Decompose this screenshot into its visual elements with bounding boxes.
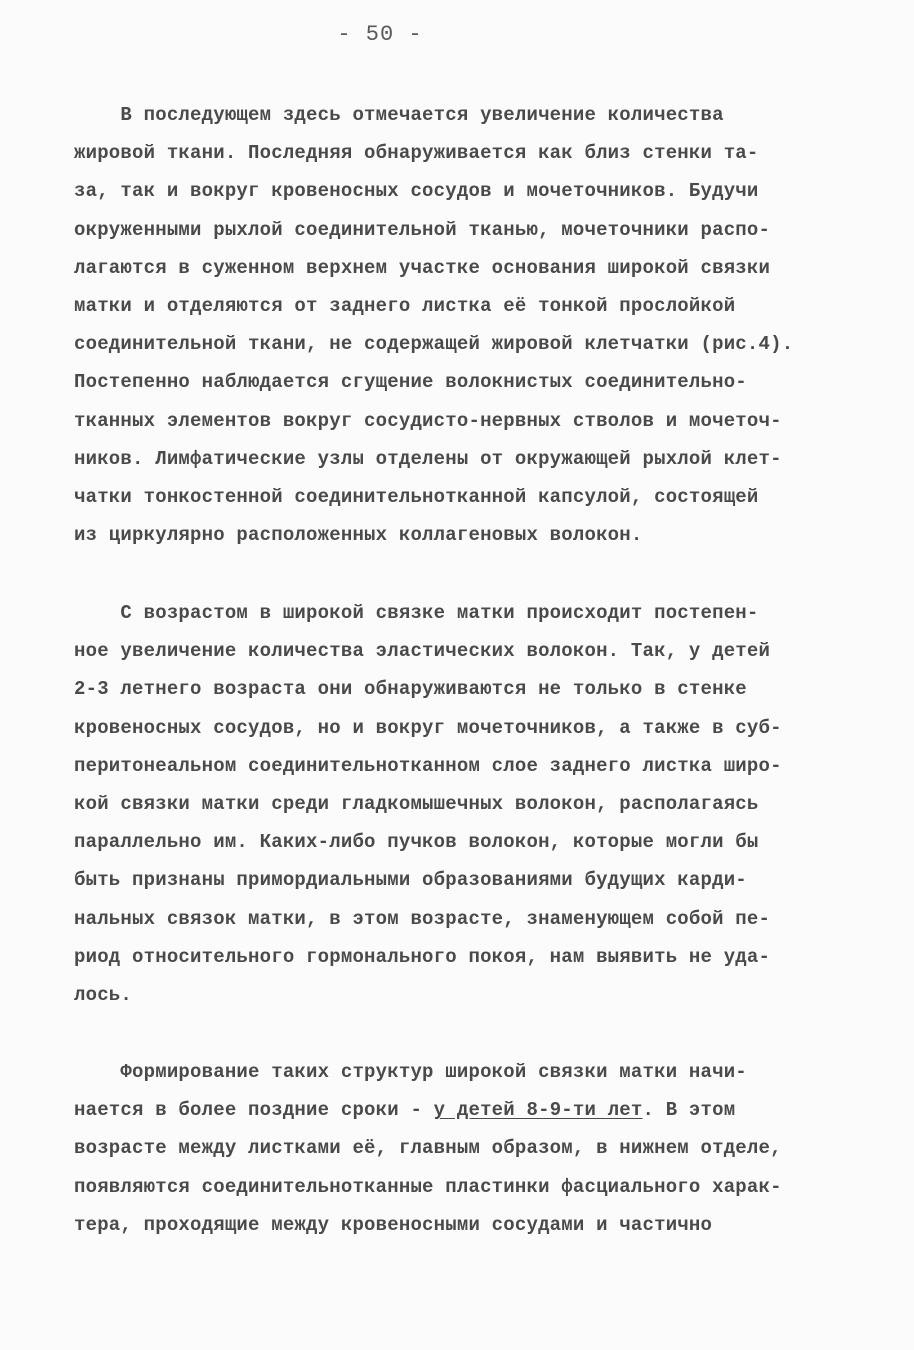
text-line: быть признаны примордиальными образованиями будущих карди- <box>74 869 747 892</box>
text-line: Постепенно наблюдается сгущение волокнистых соединительно- <box>74 371 747 394</box>
page-number: - 50 - <box>337 22 423 47</box>
text-segment: нается в более поздние сроки - <box>74 1099 434 1122</box>
text-line: 2-3 летнего возраста они обнаруживаются не только в стенке <box>74 678 747 701</box>
paragraph-3 <box>74 1053 854 1244</box>
text-line: соединительной ткани, не содержащей жировой клетчатки (рис.4). <box>74 333 794 356</box>
text-line: лагаются в суженном верхнем участке основания широкой связки <box>74 256 771 279</box>
text-line: из циркулярно расположенных коллагеновых волокон. <box>74 524 643 547</box>
text-line: кой связки матки среди гладкомышечных волокон, располагаясь <box>74 792 759 815</box>
text-line: кровеносных сосудов, но и вокруг мочеточников, а также в суб- <box>74 716 782 739</box>
paragraph-1 <box>74 96 854 554</box>
text-line: за, так и вокруг кровеносных сосудов и мочеточников. Будучи <box>74 180 759 203</box>
text-line: тера, проходящие между кровеносными сосудами и частично <box>74 1213 713 1236</box>
text-line: чатки тонкостенной соединительнотканной капсулой, состоящей <box>74 485 759 508</box>
text-line <box>74 1091 854 1129</box>
paragraph-2 <box>74 594 854 1014</box>
text-line: ное увеличение количества эластических волокон. Так, у детей <box>74 640 771 663</box>
text-line: Формирование таких структур широкой связки матки начи- <box>74 1061 747 1083</box>
underlined-phrase: у детей 8-9-ти лет <box>433 1099 643 1122</box>
text-line: лось. <box>74 983 133 1006</box>
text-line: возрасте между листками её, главным образом, в нижнем отделе, <box>74 1137 782 1160</box>
text-line: тканных элементов вокруг сосудисто-нервных стволов и мочеточ- <box>74 409 782 432</box>
text-line: параллельно им. Каких-либо пучков волокон, которые могли бы <box>74 831 759 854</box>
text-line: матки и отделяются от заднего листка её тонкой прослойкой <box>74 294 736 317</box>
text-line: риод относительного гормонального покоя, нам выявить не уда- <box>74 945 771 968</box>
text-line: С возрастом в широкой связке матки происходит постепен- <box>74 602 759 624</box>
text-line: нальных связок матки, в этом возрасте, знаменующем собой пе- <box>74 907 771 930</box>
text-line: жировой ткани. Последняя обнаруживается как близ стенки та- <box>74 142 759 165</box>
text-line: перитонеальном соединительнотканном слое заднего листка широ- <box>74 754 782 777</box>
text-segment: . В этом <box>642 1099 736 1122</box>
text-line: В последующем здесь отмечается увеличение количества <box>74 104 724 126</box>
text-line: появляются соединительнотканные пластинки фасциального харак- <box>74 1175 782 1198</box>
text-line: ников. Лимфатические узлы отделены от окружающей рыхлой клет- <box>74 447 782 470</box>
text-line: окруженными рыхлой соединительной тканью, мочеточники распо- <box>74 218 771 241</box>
